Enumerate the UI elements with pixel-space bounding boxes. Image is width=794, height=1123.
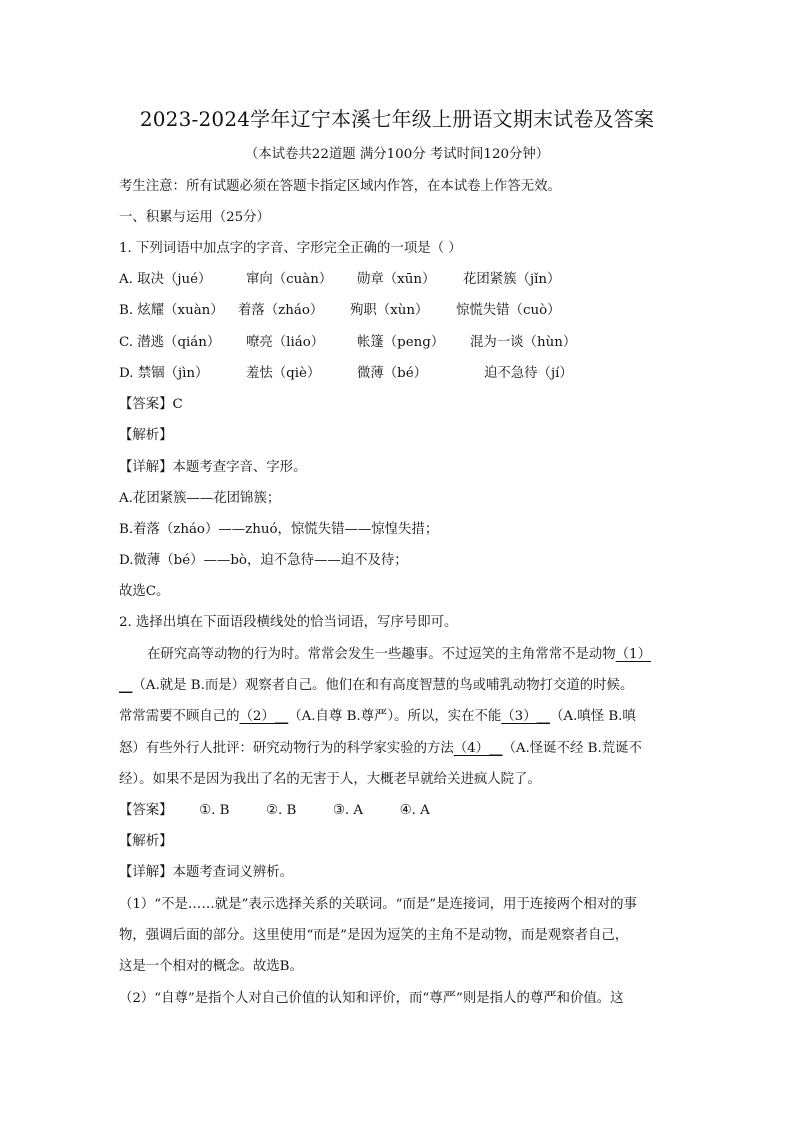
option-item: 微薄（bé） — [357, 366, 428, 381]
analysis-label: 【解析】 — [119, 428, 173, 443]
detail-text: 【详解】本题考查词义辨析。 — [119, 865, 294, 880]
answer-item: ④. A — [399, 803, 430, 818]
question-1-stem: 1. 下列词语中加点字的字音、字形完全正确的一项是（ ） — [119, 241, 462, 256]
option-item: 嘹亮（liáo） — [246, 335, 325, 350]
passage-line — [119, 707, 636, 727]
passage-line — [119, 676, 633, 696]
passage-text: （A.怪诞不经 B.荒诞不 — [502, 741, 642, 756]
passage-text: 常常需要不顾自己的 — [119, 709, 240, 724]
passage-text: 在研究高等动物的行为时。常常会发生一些趣事。不过逗笑的主角常常不是动物 — [147, 647, 616, 662]
answer: 【答案】C — [119, 397, 183, 412]
explanation-line: （1）“不是……就是”表示选择关系的关联词。“而是”是连接词，用于连接两个相对的事 — [119, 897, 637, 912]
passage-line — [119, 739, 642, 759]
passage-text: （A.自尊 B.尊严）。所以，实在不能 — [288, 709, 502, 724]
option-label: A. 取决（jué） — [119, 272, 212, 287]
answer-item: ②. B — [265, 803, 297, 818]
option-item: 勋章（xūn） — [357, 272, 436, 287]
passage-text: 怒）有些外行人批评：研究动物行为的科学家实验的方法 — [119, 741, 454, 756]
blank-4: （4）__ — [453, 741, 503, 756]
explanation-line: 物，强调后面的部分。这里使用“而是”是因为逗笑的主角不是动物，而是观察者自己， — [119, 928, 629, 943]
page-title: 2023-2024学年辽宁本溪七年级上册语文期末试卷及答案 — [139, 107, 655, 131]
option-item: 惊慌失错（cuò） — [456, 303, 561, 318]
blank-1-tail: __ — [119, 678, 133, 693]
correction-line: D.微薄（bé）——bò，迫不急待——迫不及待； — [119, 553, 408, 568]
notice: 考生注意：所有试题必须在答题卡指定区域内作答，在本试卷上作答无效。 — [119, 179, 561, 194]
option-item: 迫不急待（jí） — [484, 366, 573, 381]
blank-3: （3）__ — [501, 709, 550, 724]
conclusion: 故选C。 — [119, 584, 170, 599]
passage-text: （A.嗔怪 B.嗔 — [549, 709, 636, 724]
option-item: 花团紧簇（jǐn） — [463, 272, 561, 287]
correction-line: A.花团紧簇——花团锦簇； — [119, 491, 281, 506]
option-item: 窜向（cuàn） — [246, 272, 333, 287]
question-2-stem: 2. 选择出填在下面语段横线处的恰当词语，写序号即可。 — [119, 615, 458, 630]
correction-line: B.着落（zháo）——zhuó，惊慌失错——惊惶失措； — [119, 522, 439, 537]
option-item: 混为一谈（hùn） — [470, 335, 577, 350]
option-item: 着落（zháo） — [238, 303, 324, 318]
explanation-line: 这是一个相对的概念。故选B。 — [119, 959, 303, 974]
passage-line — [147, 645, 651, 665]
analysis-label: 【解析】 — [119, 834, 173, 849]
passage-text: （A.就是 B.而是）观察者自己。他们在和有高度智慧的鸟或哺乳动物打交道的时候。 — [132, 678, 634, 693]
exam-info: （本试卷共22道题 满分100分 考试时间120分钟） — [244, 147, 550, 162]
option-item: 帐篷（peng） — [357, 335, 445, 350]
passage-line: 经）。如果不是因为我出了名的无害于人，大概老早就给关进疯人院了。 — [119, 772, 541, 787]
answer-label: 【答案】 — [119, 803, 173, 818]
blank-1: （1） — [615, 647, 651, 662]
option-item: 羞怯（qiè） — [246, 366, 321, 381]
answer-item: ①. B — [199, 803, 230, 818]
detail-text: 【详解】本题考查字音、字形。 — [119, 460, 307, 475]
option-label: B. 炫耀（xuàn） — [119, 303, 224, 318]
option-item: 殉职（xùn） — [350, 303, 429, 318]
answer-item: ③. A — [332, 803, 364, 818]
option-label: D. 禁锢（jìn） — [119, 366, 209, 381]
blank-2: （2）__ — [239, 709, 289, 724]
answer-row — [119, 801, 430, 821]
explanation-line: （2）“自尊”是指个人对自己价值的认知和评价，而“尊严”则是指人的尊严和价值。这 — [119, 991, 624, 1006]
option-label: C. 潜逃（qián） — [119, 335, 221, 350]
section-heading: 一、积累与运用（25分） — [119, 210, 270, 225]
